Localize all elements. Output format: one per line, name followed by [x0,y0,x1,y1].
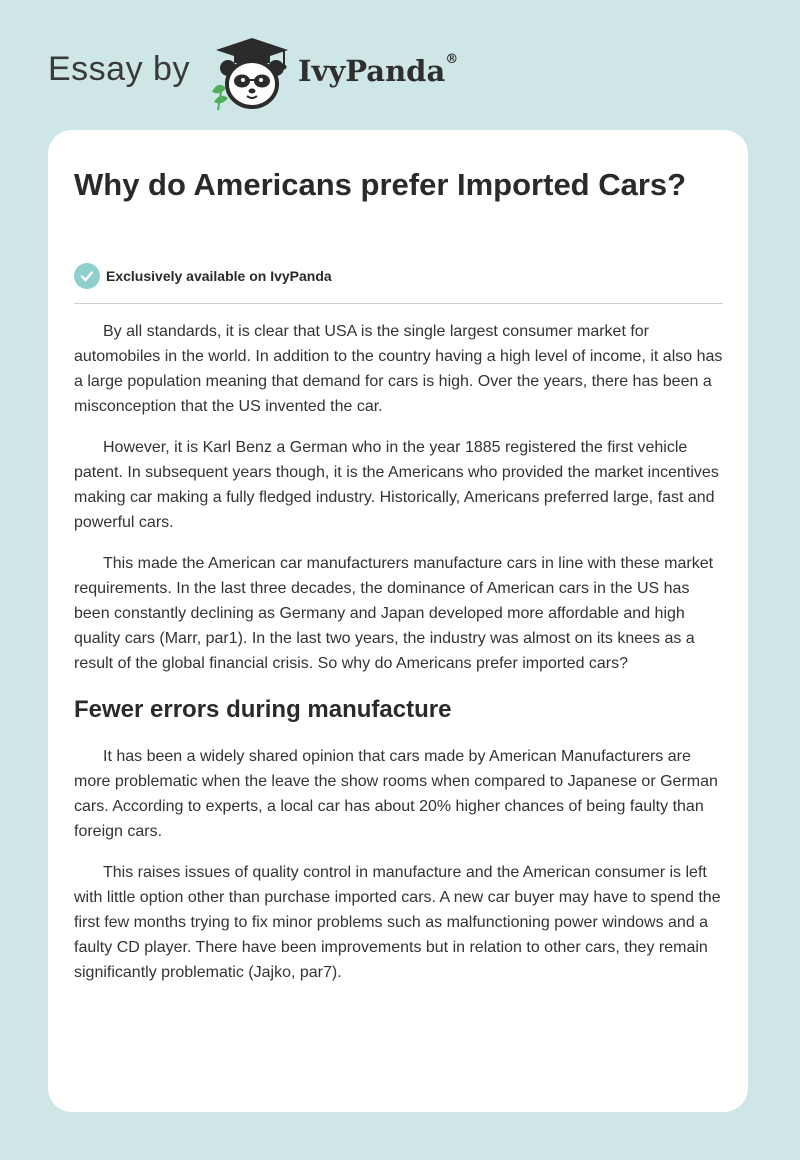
panda-logo-icon[interactable] [204,36,290,112]
badge-label: Exclusively available on IvyPanda [106,268,332,284]
site-header [48,36,508,112]
brand-name[interactable]: IvyPanda® [298,52,459,88]
paragraph: It has been a widely shared opinion that cars made by American Manufacturers are more problematic when the leave the show rooms when compared to Japanese or German cars. According to experts, a local car has about 20% higher chances of being faulty than foreign cars. [74,748,718,840]
paragraph: This raises issues of quality control in manufacture and the American consumer is left with little option other than purchase imported cars. A new car buyer may have to spend the first few months trying to fix minor problems such as malfunctioning power windows and a faulty CD player. There have been improvements but in relation to other cars, they remain significantly problematic (Jajko, par7). [74,864,721,981]
essay-body [74,319,724,1001]
essay-by-label: Essay by [48,50,190,88]
divider [74,303,723,304]
section-heading: Fewer errors during manufacture [74,696,452,723]
check-icon [74,263,100,289]
registered-mark: ® [445,52,459,67]
exclusive-badge [74,263,332,289]
paragraph: However, it is Karl Benz a German who in the year 1885 registered the first vehicle patent. In subsequent years though, it is the Americans who provided the market incentives making car making a fully fledged industry. Historically, Americans preferred large, fast and powerful cars. [74,439,719,531]
paragraph: This made the American car manufacturers manufacture cars in line with these market requirements. In the last three decades, the dominance of American cars in the US has been constantly declining as Germany and Japan developed more affordable and high quality cars (Marr, par1). In the last two years, the industry was almost on its knees as a result of the global financial crisis. So why do Americans prefer imported cars? [74,555,714,672]
essay-card [48,130,748,1112]
paragraph: By all standards, it is clear that USA is the single largest consumer market for automobiles in the world. In addition to the country having a high level of income, it also has a large population meaning that demand for cars is high. Over the years, there has been a misconception that the US invented the car. [74,323,723,415]
page-title: Why do Americans prefer Imported Cars? [74,167,687,202]
